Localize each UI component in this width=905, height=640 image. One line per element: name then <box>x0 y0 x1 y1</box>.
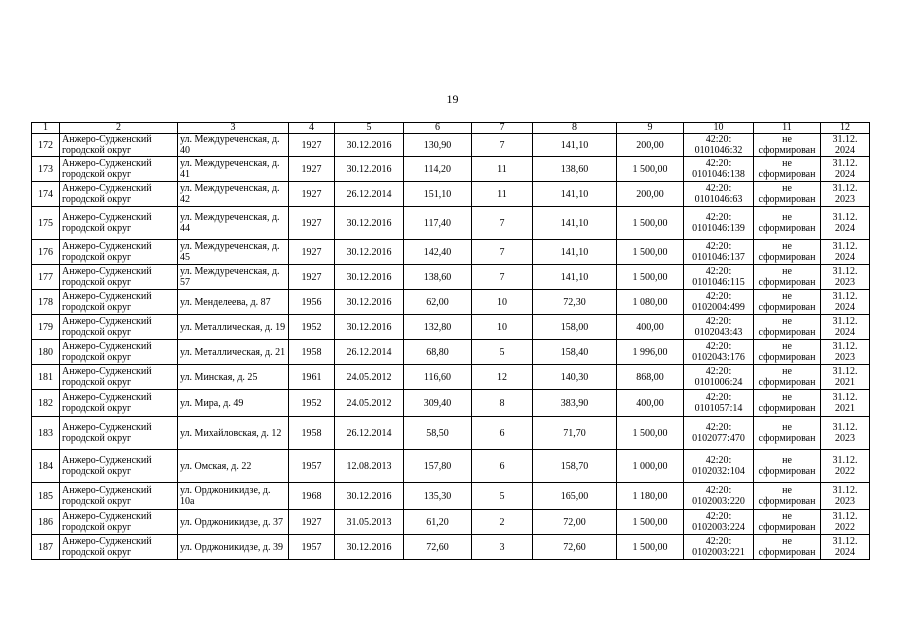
cell-date: 31.05.2013 <box>335 510 404 535</box>
cell-cost: 200,00 <box>617 134 684 157</box>
table-row <box>32 450 870 483</box>
cell-area: 72,60 <box>404 535 472 560</box>
cell-addr: ул. Металлическая, д. 19 <box>178 315 289 340</box>
cell-st: не сформирован <box>754 535 821 560</box>
cell-area: 58,50 <box>404 417 472 450</box>
cell-year: 1927 <box>289 510 335 535</box>
column-number: 3 <box>178 123 289 134</box>
cell-st: не сформирован <box>754 450 821 483</box>
cell-res: 5 <box>472 483 533 510</box>
cell-area: 132,80 <box>404 315 472 340</box>
cell-mun: Анжеро-Судженский городской округ <box>60 182 178 207</box>
table-row <box>32 157 870 182</box>
cell-tot: 141,10 <box>533 182 617 207</box>
column-number: 11 <box>754 123 821 134</box>
cell-mun: Анжеро-Судженский городской округ <box>60 510 178 535</box>
cell-mun: Анжеро-Судженский городской округ <box>60 535 178 560</box>
cell-st: не сформирован <box>754 417 821 450</box>
cell-res: 10 <box>472 290 533 315</box>
cell-cad: 42:20: 0101046:115 <box>684 265 754 290</box>
cell-area: 117,40 <box>404 207 472 240</box>
cell-dl: 31.12. 2024 <box>821 535 870 560</box>
cell-n: 182 <box>32 390 60 417</box>
cell-dl: 31.12. 2023 <box>821 265 870 290</box>
cell-dl: 31.12. 2024 <box>821 315 870 340</box>
cell-mun: Анжеро-Судженский городской округ <box>60 365 178 390</box>
cell-mun: Анжеро-Судженский городской округ <box>60 315 178 340</box>
cell-st: не сформирован <box>754 315 821 340</box>
cell-cad: 42:20: 0101046:137 <box>684 240 754 265</box>
cell-cost: 1 500,00 <box>617 417 684 450</box>
cell-n: 173 <box>32 157 60 182</box>
cell-n: 185 <box>32 483 60 510</box>
cell-dl: 31.12. 2024 <box>821 207 870 240</box>
cell-cad: 42:20: 0101006:24 <box>684 365 754 390</box>
cell-tot: 141,10 <box>533 207 617 240</box>
column-number: 7 <box>472 123 533 134</box>
cell-mun: Анжеро-Судженский городской округ <box>60 483 178 510</box>
cell-year: 1927 <box>289 265 335 290</box>
cell-res: 11 <box>472 182 533 207</box>
cell-date: 30.12.2016 <box>335 240 404 265</box>
cell-dl: 31.12. 2023 <box>821 417 870 450</box>
table-row <box>32 483 870 510</box>
cell-addr: ул. Междуреченская, д. 40 <box>178 134 289 157</box>
cell-st: не сформирован <box>754 340 821 365</box>
column-number: 2 <box>60 123 178 134</box>
cell-date: 30.12.2016 <box>335 315 404 340</box>
cell-cost: 1 500,00 <box>617 157 684 182</box>
cell-tot: 72,00 <box>533 510 617 535</box>
table-row <box>32 182 870 207</box>
cell-dl: 31.12. 2023 <box>821 483 870 510</box>
cell-year: 1927 <box>289 240 335 265</box>
cell-area: 135,30 <box>404 483 472 510</box>
cell-addr: ул. Орджоникидзе, д. 10а <box>178 483 289 510</box>
cell-date: 26.12.2014 <box>335 417 404 450</box>
cell-n: 184 <box>32 450 60 483</box>
column-number: 10 <box>684 123 754 134</box>
cell-cad: 42:20: 0101046:32 <box>684 134 754 157</box>
cell-date: 30.12.2016 <box>335 535 404 560</box>
cell-year: 1957 <box>289 535 335 560</box>
cell-mun: Анжеро-Судженский городской округ <box>60 417 178 450</box>
table-row <box>32 340 870 365</box>
table-row <box>32 134 870 157</box>
table-row <box>32 290 870 315</box>
cell-addr: ул. Междуреченская, д. 57 <box>178 265 289 290</box>
table-row <box>32 315 870 340</box>
cell-res: 6 <box>472 450 533 483</box>
cell-year: 1927 <box>289 182 335 207</box>
cell-area: 114,20 <box>404 157 472 182</box>
cell-cad: 42:20: 0102043:43 <box>684 315 754 340</box>
cell-addr: ул. Менделеева, д. 87 <box>178 290 289 315</box>
cell-addr: ул. Мира, д. 49 <box>178 390 289 417</box>
cell-year: 1958 <box>289 340 335 365</box>
table-row <box>32 535 870 560</box>
cell-area: 116,60 <box>404 365 472 390</box>
cell-area: 157,80 <box>404 450 472 483</box>
column-number: 12 <box>821 123 870 134</box>
cell-res: 7 <box>472 240 533 265</box>
cell-n: 174 <box>32 182 60 207</box>
cell-year: 1927 <box>289 157 335 182</box>
cell-date: 24.05.2012 <box>335 390 404 417</box>
column-number: 4 <box>289 123 335 134</box>
cell-year: 1927 <box>289 134 335 157</box>
cell-n: 175 <box>32 207 60 240</box>
cell-addr: ул. Орджоникидзе, д. 37 <box>178 510 289 535</box>
table-row <box>32 510 870 535</box>
cell-n: 178 <box>32 290 60 315</box>
cell-n: 181 <box>32 365 60 390</box>
table-row <box>32 265 870 290</box>
cell-tot: 158,70 <box>533 450 617 483</box>
cell-cost: 1 080,00 <box>617 290 684 315</box>
cell-tot: 71,70 <box>533 417 617 450</box>
cell-mun: Анжеро-Судженский городской округ <box>60 134 178 157</box>
cell-dl: 31.12. 2024 <box>821 157 870 182</box>
cell-cad: 42:20: 0101046:63 <box>684 182 754 207</box>
cell-cad: 42:20: 0102077:470 <box>684 417 754 450</box>
cell-tot: 138,60 <box>533 157 617 182</box>
cell-cad: 42:20: 0102003:220 <box>684 483 754 510</box>
cell-n: 172 <box>32 134 60 157</box>
cell-n: 179 <box>32 315 60 340</box>
cell-cad: 42:20: 0102003:221 <box>684 535 754 560</box>
cell-date: 26.12.2014 <box>335 182 404 207</box>
cell-res: 2 <box>472 510 533 535</box>
cell-addr: ул. Металлическая, д. 21 <box>178 340 289 365</box>
cell-addr: ул. Михайловская, д. 12 <box>178 417 289 450</box>
cell-area: 138,60 <box>404 265 472 290</box>
column-number-row <box>32 123 870 134</box>
cell-cad: 42:20: 0101057:14 <box>684 390 754 417</box>
cell-tot: 165,00 <box>533 483 617 510</box>
cell-res: 12 <box>472 365 533 390</box>
cell-cad: 42:20: 0101046:138 <box>684 157 754 182</box>
cell-cost: 1 000,00 <box>617 450 684 483</box>
cell-n: 180 <box>32 340 60 365</box>
cell-res: 3 <box>472 535 533 560</box>
table-row <box>32 417 870 450</box>
cell-mun: Анжеро-Судженский городской округ <box>60 450 178 483</box>
column-number: 5 <box>335 123 404 134</box>
column-number: 8 <box>533 123 617 134</box>
cell-n: 187 <box>32 535 60 560</box>
cell-st: не сформирован <box>754 182 821 207</box>
cell-year: 1956 <box>289 290 335 315</box>
cell-st: не сформирован <box>754 240 821 265</box>
cell-st: не сформирован <box>754 290 821 315</box>
cell-res: 10 <box>472 315 533 340</box>
cell-addr: ул. Междуреченская, д. 42 <box>178 182 289 207</box>
cell-dl: 31.12. 2021 <box>821 390 870 417</box>
cell-area: 62,00 <box>404 290 472 315</box>
cell-cost: 1 180,00 <box>617 483 684 510</box>
cell-dl: 31.12. 2022 <box>821 450 870 483</box>
cell-st: не сформирован <box>754 134 821 157</box>
cell-tot: 158,40 <box>533 340 617 365</box>
cell-tot: 72,60 <box>533 535 617 560</box>
cell-dl: 31.12. 2022 <box>821 510 870 535</box>
cell-mun: Анжеро-Судженский городской округ <box>60 240 178 265</box>
table-row <box>32 207 870 240</box>
cell-res: 6 <box>472 417 533 450</box>
cell-date: 30.12.2016 <box>335 207 404 240</box>
cell-res: 11 <box>472 157 533 182</box>
cell-year: 1927 <box>289 207 335 240</box>
cell-date: 30.12.2016 <box>335 290 404 315</box>
cell-area: 309,40 <box>404 390 472 417</box>
cell-year: 1958 <box>289 417 335 450</box>
page-number: 19 <box>446 92 459 106</box>
cell-addr: ул. Орджоникидзе, д. 39 <box>178 535 289 560</box>
cell-tot: 72,30 <box>533 290 617 315</box>
housing-table <box>31 122 870 560</box>
cell-dl: 31.12. 2024 <box>821 240 870 265</box>
cell-res: 7 <box>472 134 533 157</box>
cell-cost: 1 500,00 <box>617 240 684 265</box>
cell-cad: 42:20: 0102004:499 <box>684 290 754 315</box>
cell-cost: 1 500,00 <box>617 510 684 535</box>
cell-st: не сформирован <box>754 207 821 240</box>
cell-cost: 1 500,00 <box>617 535 684 560</box>
cell-cad: 42:20: 0102043:176 <box>684 340 754 365</box>
cell-st: не сформирован <box>754 390 821 417</box>
cell-year: 1961 <box>289 365 335 390</box>
cell-area: 130,90 <box>404 134 472 157</box>
cell-mun: Анжеро-Судженский городской округ <box>60 390 178 417</box>
cell-cost: 868,00 <box>617 365 684 390</box>
cell-year: 1957 <box>289 450 335 483</box>
cell-mun: Анжеро-Судженский городской округ <box>60 207 178 240</box>
cell-n: 183 <box>32 417 60 450</box>
cell-st: не сформирован <box>754 265 821 290</box>
cell-tot: 383,90 <box>533 390 617 417</box>
table-row <box>32 365 870 390</box>
table-row <box>32 240 870 265</box>
cell-cost: 200,00 <box>617 182 684 207</box>
cell-cost: 1 500,00 <box>617 265 684 290</box>
column-number: 9 <box>617 123 684 134</box>
cell-st: не сформирован <box>754 483 821 510</box>
cell-date: 30.12.2016 <box>335 265 404 290</box>
cell-dl: 31.12. 2023 <box>821 340 870 365</box>
cell-tot: 141,10 <box>533 134 617 157</box>
cell-cost: 400,00 <box>617 315 684 340</box>
cell-area: 151,10 <box>404 182 472 207</box>
cell-st: не сформирован <box>754 157 821 182</box>
cell-tot: 140,30 <box>533 365 617 390</box>
cell-dl: 31.12. 2023 <box>821 182 870 207</box>
cell-dl: 31.12. 2024 <box>821 290 870 315</box>
cell-mun: Анжеро-Судженский городской округ <box>60 157 178 182</box>
cell-n: 176 <box>32 240 60 265</box>
cell-st: не сформирован <box>754 365 821 390</box>
cell-date: 12.08.2013 <box>335 450 404 483</box>
cell-st: не сформирован <box>754 510 821 535</box>
cell-cad: 42:20: 0102032:104 <box>684 450 754 483</box>
cell-date: 30.12.2016 <box>335 157 404 182</box>
cell-area: 68,80 <box>404 340 472 365</box>
cell-tot: 158,00 <box>533 315 617 340</box>
cell-dl: 31.12. 2021 <box>821 365 870 390</box>
cell-cad: 42:20: 0102003:224 <box>684 510 754 535</box>
cell-tot: 141,10 <box>533 265 617 290</box>
column-number: 6 <box>404 123 472 134</box>
cell-res: 8 <box>472 390 533 417</box>
cell-cad: 42:20: 0101046:139 <box>684 207 754 240</box>
cell-addr: ул. Омская, д. 22 <box>178 450 289 483</box>
cell-cost: 400,00 <box>617 390 684 417</box>
cell-mun: Анжеро-Судженский городской округ <box>60 290 178 315</box>
column-number: 1 <box>32 123 60 134</box>
cell-year: 1952 <box>289 390 335 417</box>
cell-date: 24.05.2012 <box>335 365 404 390</box>
cell-addr: ул. Междуреченская, д. 41 <box>178 157 289 182</box>
cell-cost: 1 996,00 <box>617 340 684 365</box>
cell-cost: 1 500,00 <box>617 207 684 240</box>
cell-addr: ул. Междуреченская, д. 44 <box>178 207 289 240</box>
cell-date: 30.12.2016 <box>335 483 404 510</box>
cell-area: 142,40 <box>404 240 472 265</box>
cell-year: 1968 <box>289 483 335 510</box>
cell-tot: 141,10 <box>533 240 617 265</box>
cell-date: 26.12.2014 <box>335 340 404 365</box>
cell-mun: Анжеро-Судженский городской округ <box>60 340 178 365</box>
cell-mun: Анжеро-Судженский городской округ <box>60 265 178 290</box>
cell-addr: ул. Минская, д. 25 <box>178 365 289 390</box>
cell-res: 7 <box>472 265 533 290</box>
cell-n: 177 <box>32 265 60 290</box>
cell-res: 7 <box>472 207 533 240</box>
cell-dl: 31.12. 2024 <box>821 134 870 157</box>
cell-res: 5 <box>472 340 533 365</box>
table-row <box>32 390 870 417</box>
cell-year: 1952 <box>289 315 335 340</box>
cell-date: 30.12.2016 <box>335 134 404 157</box>
cell-n: 186 <box>32 510 60 535</box>
cell-addr: ул. Междуреченская, д. 45 <box>178 240 289 265</box>
cell-area: 61,20 <box>404 510 472 535</box>
